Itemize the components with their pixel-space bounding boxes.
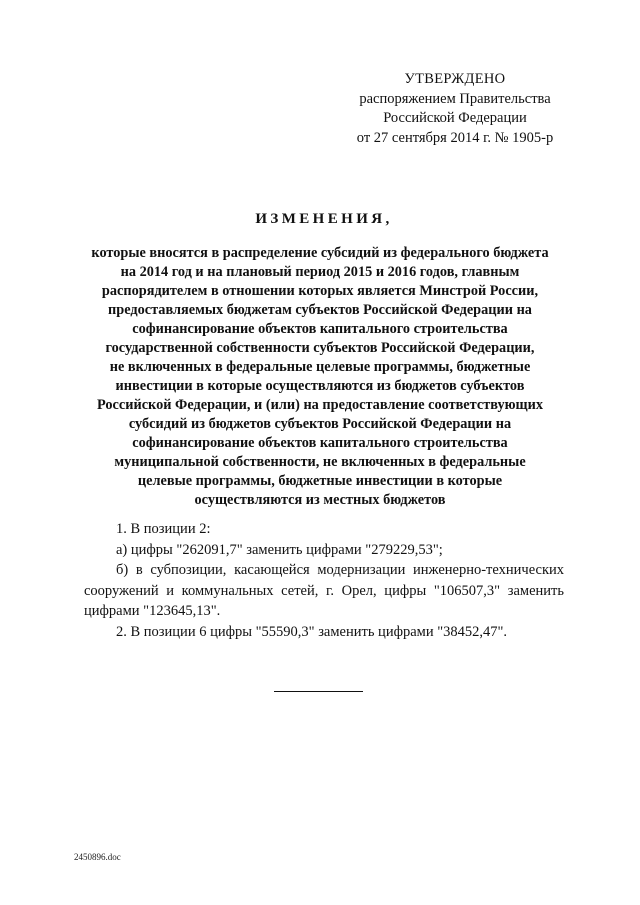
closing-separator-line xyxy=(274,691,363,692)
amendment-item-1b-line-3: цифрами "123645,13". xyxy=(84,603,221,619)
document-subtitle xyxy=(70,244,570,510)
subtitle-line: инвестиции в которые осуществляются из бюджетов субъектов xyxy=(115,378,525,394)
approval-line-government: Российской Федерации xyxy=(383,110,527,126)
subtitle-line: софинансирование объектов капитального строительства xyxy=(132,321,508,337)
amendment-item-1b-line-1: б) в субпозиции, касающейся модернизации инженерно-технических xyxy=(116,562,564,578)
subtitle-line: софинансирование объектов капитального строительства xyxy=(132,435,508,451)
subtitle-line: целевые программы, бюджетные инвестиции в которые xyxy=(137,473,503,489)
footer-filename: 2450896.doc xyxy=(74,852,121,862)
document-title: ИЗМЕНЕНИЯ, xyxy=(255,211,393,227)
approval-line-decree: распоряжением Правительства xyxy=(359,90,551,107)
approval-line-date-number: от 27 сентября 2014 г. № 1905-р xyxy=(356,129,554,146)
amendment-item-1b-line-2: сооружений и коммунальных сетей, г. Орел, цифры "106507,3" заменить xyxy=(84,582,564,599)
amendments-body xyxy=(84,519,564,642)
subtitle-line: субсидий из бюджетов субъектов Российской Федерации на xyxy=(128,416,512,432)
approval-heading: УТВЕРЖДЕНО xyxy=(404,71,506,87)
subtitle-line: Российской Федерации, и (или) на предоставление соответствующих xyxy=(97,397,543,413)
approval-block xyxy=(330,70,580,148)
subtitle-line: государственной собственности субъектов Российской Федерации, xyxy=(105,340,535,356)
subtitle-line: осуществляются из местных бюджетов xyxy=(194,492,446,508)
subtitle-line: предоставляемых бюджетам субъектов Российской Федерации на xyxy=(108,302,532,318)
amendment-item-1a: а) цифры "262091,7" заменить цифрами "279229,53"; xyxy=(116,541,443,558)
amendment-item-2: 2. В позиции 6 цифры "55590,3" заменить цифрами "38452,47". xyxy=(116,623,508,640)
subtitle-line: на 2014 год и на плановый период 2015 и 2016 годов, главным xyxy=(120,264,520,280)
subtitle-line: которые вносятся в распределение субсидий из федерального бюджета xyxy=(91,245,549,261)
subtitle-line: распорядителем в отношении которых является Минстрой России, xyxy=(101,283,539,299)
subtitle-line: не включенных в федеральные целевые программы, бюджетные xyxy=(109,359,531,375)
subtitle-line: муниципальной собственности, не включенных в федеральные xyxy=(114,454,526,470)
amendment-item-1: 1. В позиции 2: xyxy=(116,521,211,537)
